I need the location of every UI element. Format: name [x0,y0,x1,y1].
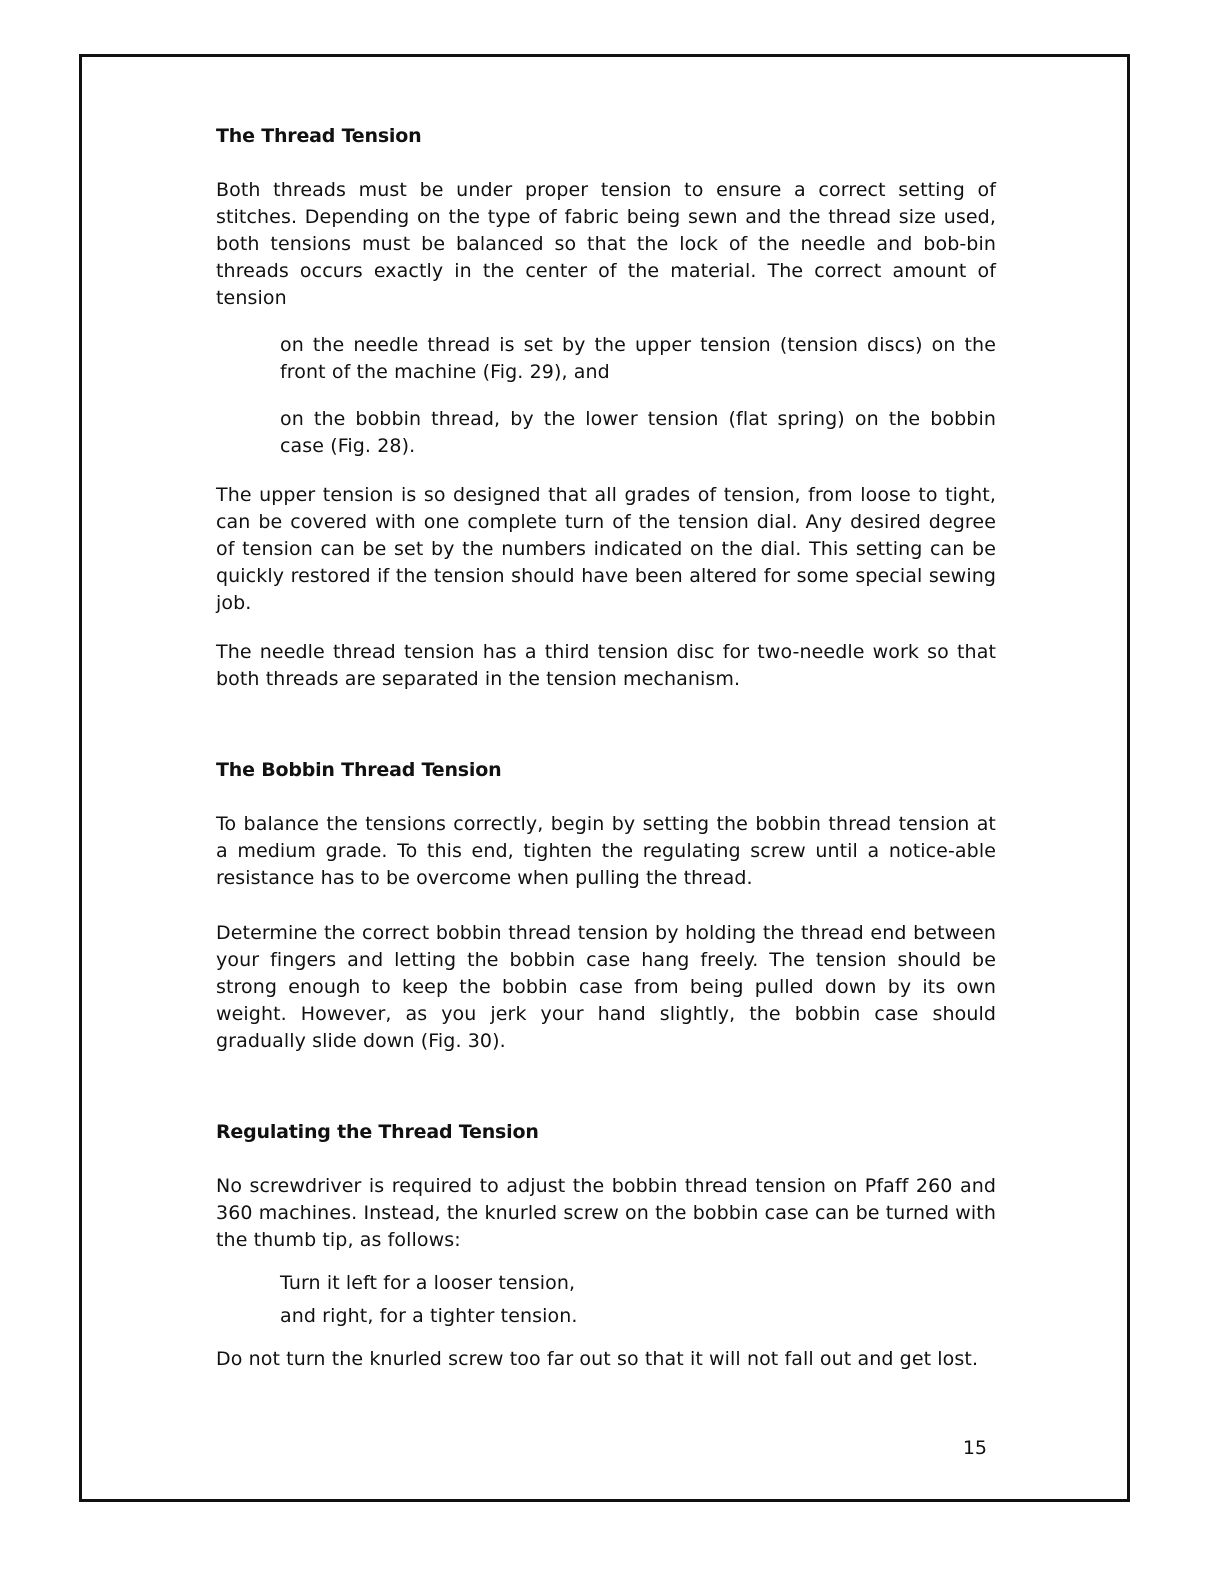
indented-paragraph: and right, for a tighter tension. [280,1305,578,1327]
paragraph: Do not turn the knurled screw too far out so that it will not fall out and get lost. [216,1348,979,1370]
indented-paragraph: on the bobbin thread, by the lower tension (flat spring) on the bobbin case (Fig. 28). [280,408,996,457]
paragraph: No screwdriver is required to adjust the bobbin thread tension on Pfaff 260 and 360 machines. Instead, the knurled screw on the bobbin case can be turned with the thumb tip, as follows: [216,1175,996,1251]
indented-paragraph: on the needle thread is set by the upper tension (tension discs) on the front of the machine (Fig. 29), and [280,334,996,383]
page-number: 15 [962,1437,987,1459]
page-border [79,54,1130,1502]
paragraph: The needle thread tension has a third tension disc for two-needle work so that both threads are separated in the tension mechanism. [216,641,996,690]
heading-thread-tension: The Thread Tension [216,125,422,147]
heading-regulating-thread-tension: Regulating the Thread Tension [216,1121,539,1143]
indented-paragraph: Turn it left for a looser tension, [280,1272,576,1294]
page-content [216,125,996,1373]
paragraph: Both threads must be under proper tension to ensure a correct setting of stitches. Depending on the type of fabric being sewn and the thread size used, both tensions must be balanced so that the lock of the needle and bob-bin threads occurs exactly in the center of the material. The correct amount of tension [216,179,996,309]
heading-bobbin-thread-tension: The Bobbin Thread Tension [216,759,502,781]
paragraph: To balance the tensions correctly, begin by setting the bobbin thread tension at a medium grade. To this end, tighten the regulating screw until a notice-able resistance has to be overcome when pulling the thread. [216,813,996,889]
paragraph: The upper tension is so designed that all grades of tension, from loose to tight, can be covered with one complete turn of the tension dial. Any desired degree of tension can be set by the numbers indicated on the dial. This setting can be quickly restored if the tension should have been altered for some special sewing job. [216,484,996,614]
paragraph: Determine the correct bobbin thread tension by holding the thread end between your fingers and letting the bobbin case hang freely. The tension should be strong enough to keep the bobbin case from being pulled down by its own weight. However, as you jerk your hand slightly, the bobbin case should gradually slide down (Fig. 30). [216,922,996,1052]
